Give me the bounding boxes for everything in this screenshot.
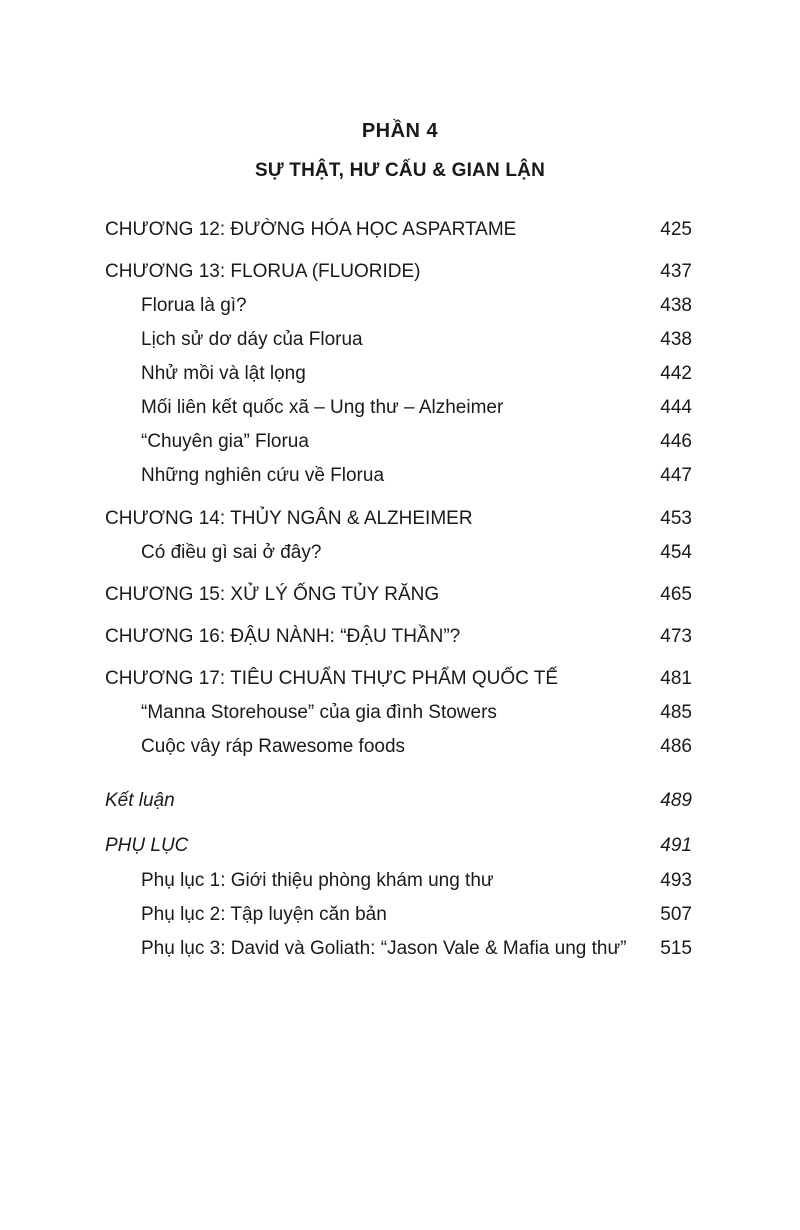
toc-entry-page: 491 — [660, 835, 692, 856]
toc-entry-page: 473 — [660, 626, 692, 647]
toc-chapter-16[interactable] — [0, 625, 800, 649]
toc-chapter-17[interactable] — [0, 667, 800, 691]
toc-entry-title: Phụ lục 3: David và Goliath: “Jason Vale & Mafia ung thư” — [141, 938, 627, 959]
toc-entry-title: Lịch sử dơ dáy của Florua — [141, 329, 363, 350]
toc-entry-page: 515 — [660, 938, 692, 959]
toc-entry-title: CHƯƠNG 15: XỬ LÝ ỐNG TỦY RĂNG — [105, 584, 440, 605]
toc-entry-page: 453 — [660, 508, 692, 529]
toc-entry-title: “Chuyên gia” Florua — [141, 431, 309, 452]
toc-entry-page: 425 — [660, 219, 692, 240]
toc-chapter-14[interactable] — [0, 507, 800, 531]
toc-entry-page: 486 — [660, 736, 692, 757]
toc-entry-title: CHƯƠNG 13: FLORUA (FLUORIDE) — [105, 261, 421, 282]
toc-entry-title: CHƯƠNG 16: ĐẬU NÀNH: “ĐẬU THẦN”? — [105, 626, 461, 647]
toc-entry-page: 446 — [660, 431, 692, 452]
toc-section[interactable] — [0, 294, 800, 318]
toc-section[interactable] — [0, 430, 800, 454]
toc-appendix[interactable] — [0, 834, 800, 858]
part-label: PHẦN 4 — [361, 120, 439, 142]
toc-section[interactable] — [0, 396, 800, 420]
toc-entry-title: Nhử mồi và lật lọng — [141, 363, 306, 384]
toc-entry-title: Phụ lục 2: Tập luyện căn bản — [141, 904, 387, 925]
toc-entry-page: 438 — [660, 329, 692, 350]
toc-entry-title: Có điều gì sai ở đây? — [141, 542, 322, 563]
toc-chapter-12[interactable] — [0, 218, 800, 242]
toc-section[interactable] — [0, 735, 800, 759]
toc-section[interactable] — [0, 362, 800, 386]
toc-conclusion[interactable] — [0, 789, 800, 813]
toc-section[interactable] — [0, 541, 800, 565]
toc-entry-title: “Manna Storehouse” của gia đình Stowers — [141, 702, 497, 723]
toc-entry-page: 465 — [660, 584, 692, 605]
toc-entry-page: 454 — [660, 542, 692, 563]
toc-entry-title: Những nghiên cứu về Florua — [141, 465, 385, 486]
toc-entry-page: 485 — [660, 702, 692, 723]
toc-chapter-15[interactable] — [0, 583, 800, 607]
toc-section[interactable] — [0, 701, 800, 725]
toc-chapter-13[interactable] — [0, 260, 800, 284]
toc-entry-page: 444 — [660, 397, 692, 418]
toc-entry-title: Mối liên kết quốc xã – Ung thư – Alzheimer — [141, 397, 504, 418]
toc-appendix-item[interactable] — [0, 937, 800, 961]
part-title: SỰ THẬT, HƯ CẤU & GIAN LẬN — [254, 160, 546, 181]
toc-entry-title: CHƯƠNG 17: TIÊU CHUẨN THỰC PHẨM QUỐC TẾ — [105, 668, 559, 689]
toc-entry-title: Florua là gì? — [141, 295, 247, 316]
toc-entry-page: 507 — [660, 904, 692, 925]
toc-section[interactable] — [0, 464, 800, 488]
toc-entry-title: Kết luận — [105, 790, 175, 811]
toc-entry-page: 437 — [660, 261, 692, 282]
toc-entry-page: 447 — [660, 465, 692, 486]
toc-appendix-item[interactable] — [0, 869, 800, 893]
toc-entry-page: 481 — [660, 668, 692, 689]
toc-entry-page: 442 — [660, 363, 692, 384]
toc-entry-title: Cuộc vây ráp Rawesome foods — [141, 736, 406, 757]
toc-entry-page: 438 — [660, 295, 692, 316]
toc-entry-page: 489 — [660, 790, 692, 811]
toc-entry-title: CHƯƠNG 12: ĐƯỜNG HÓA HỌC ASPARTAME — [105, 219, 517, 240]
toc-appendix-item[interactable] — [0, 903, 800, 927]
toc-entry-title: CHƯƠNG 14: THỦY NGÂN & ALZHEIMER — [105, 508, 473, 529]
toc-entry-page: 493 — [660, 870, 692, 891]
toc-entry-title: PHỤ LỤC — [105, 835, 189, 856]
toc-entry-title: Phụ lục 1: Giới thiệu phòng khám ung thư — [141, 870, 494, 891]
toc-section[interactable] — [0, 328, 800, 352]
